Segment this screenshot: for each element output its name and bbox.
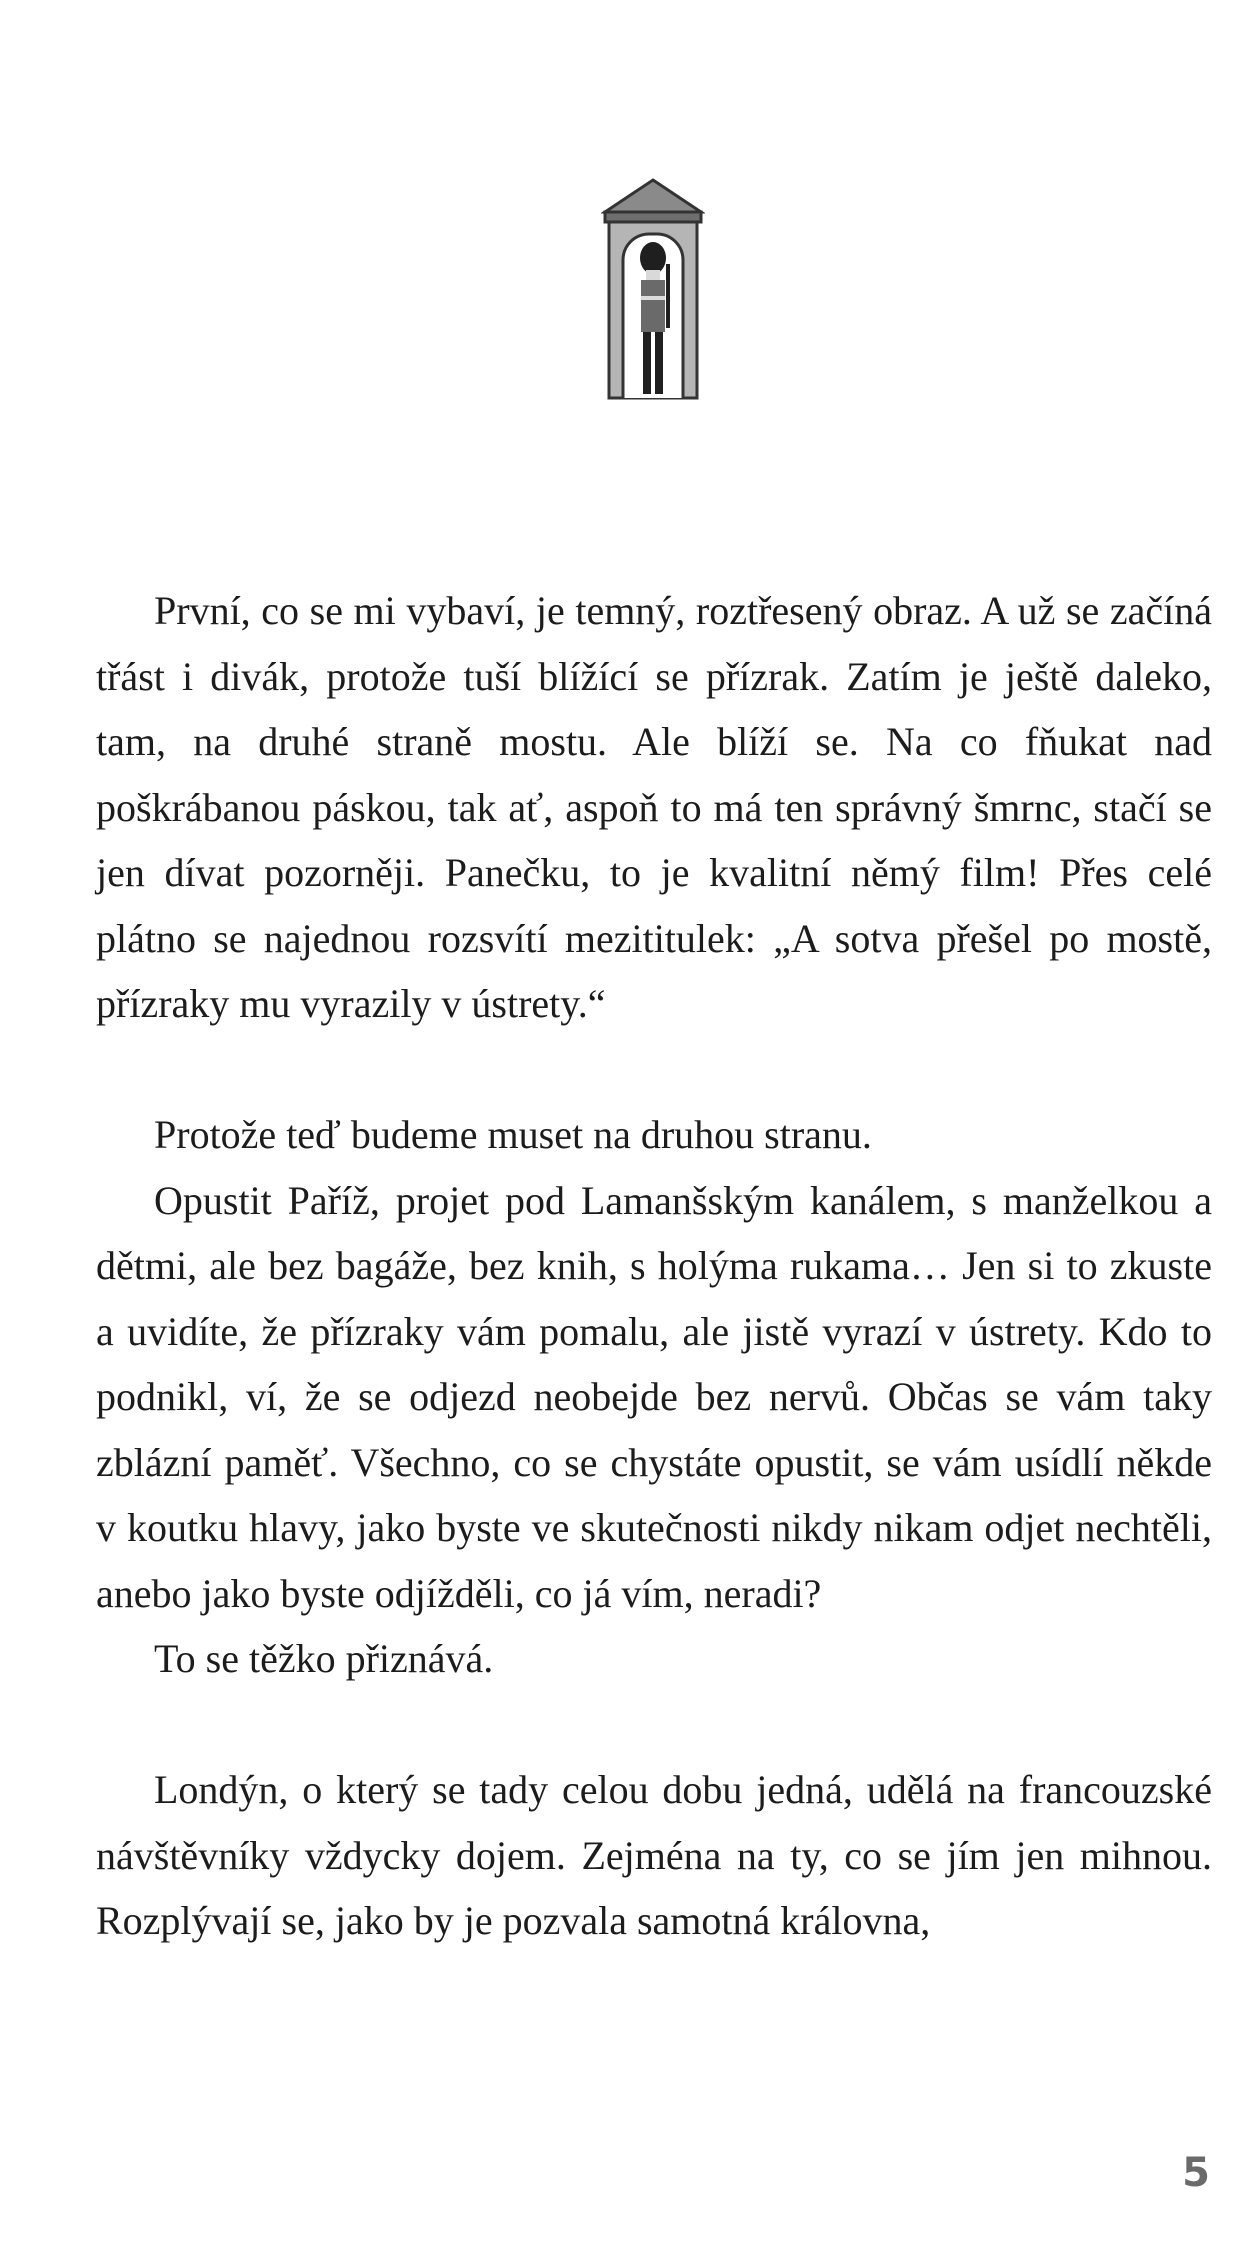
guard-sentry-box-icon (601, 178, 705, 402)
page-number: 5 (1182, 2150, 1211, 2196)
paragraph-3: Opustit Paříž, projet pod Lamanšským kanálem, s manželkou a dětmi, ale bez bagáže, bez knih, s holýma rukama… Jen si to zkuste a uvidíte, že přízraky vám pomalu, ale jistě vyrazí v ústrety. Kdo to podnikl, ví, že se odjezd neobejde bez nervů. Občas se vám taky zblázní paměť. Všechno, co se chystáte opustit, se vám usídlí někde v koutku hlavy, jako byste ve skutečnosti nikdy nikam odjet nechtěli, anebo jako byste odjížděli, co já vím, neradi? (96, 1177, 1212, 1616)
paragraph-4: To se těžko přiznává. (154, 1636, 494, 1681)
chapter-text (96, 578, 1212, 1954)
paragraph-5: Londýn, o který se tady celou dobu jedná, udělá na francouzské návštěvníky vždycky dojem. Zejména na ty, co se jím jen mihnou. Rozplývají se, jako by je pozvala samotná královna, (96, 1767, 1212, 1943)
paragraph-2: Protože teď budeme muset na druhou stranu. (154, 1112, 872, 1157)
paragraph-1: První, co se mi vybaví, je temný, roztřesený obraz. A už se začíná třást i divák, protože tuší blížící se přízrak. Zatím je ještě daleko, tam, na druhé straně mostu. Ale blíží se. Na co fňukat nad poškrábanou páskou, tak ať, aspoň to má ten správný šmrnc, stačí se jen dívat pozorněji. Panečku, to je kvalitní němý film! Přes celé plátno se najednou rozsvítí mezititulek: „A sotva přešel po mostě, přízraky mu vyrazily v ústrety.“ (96, 588, 1212, 1026)
